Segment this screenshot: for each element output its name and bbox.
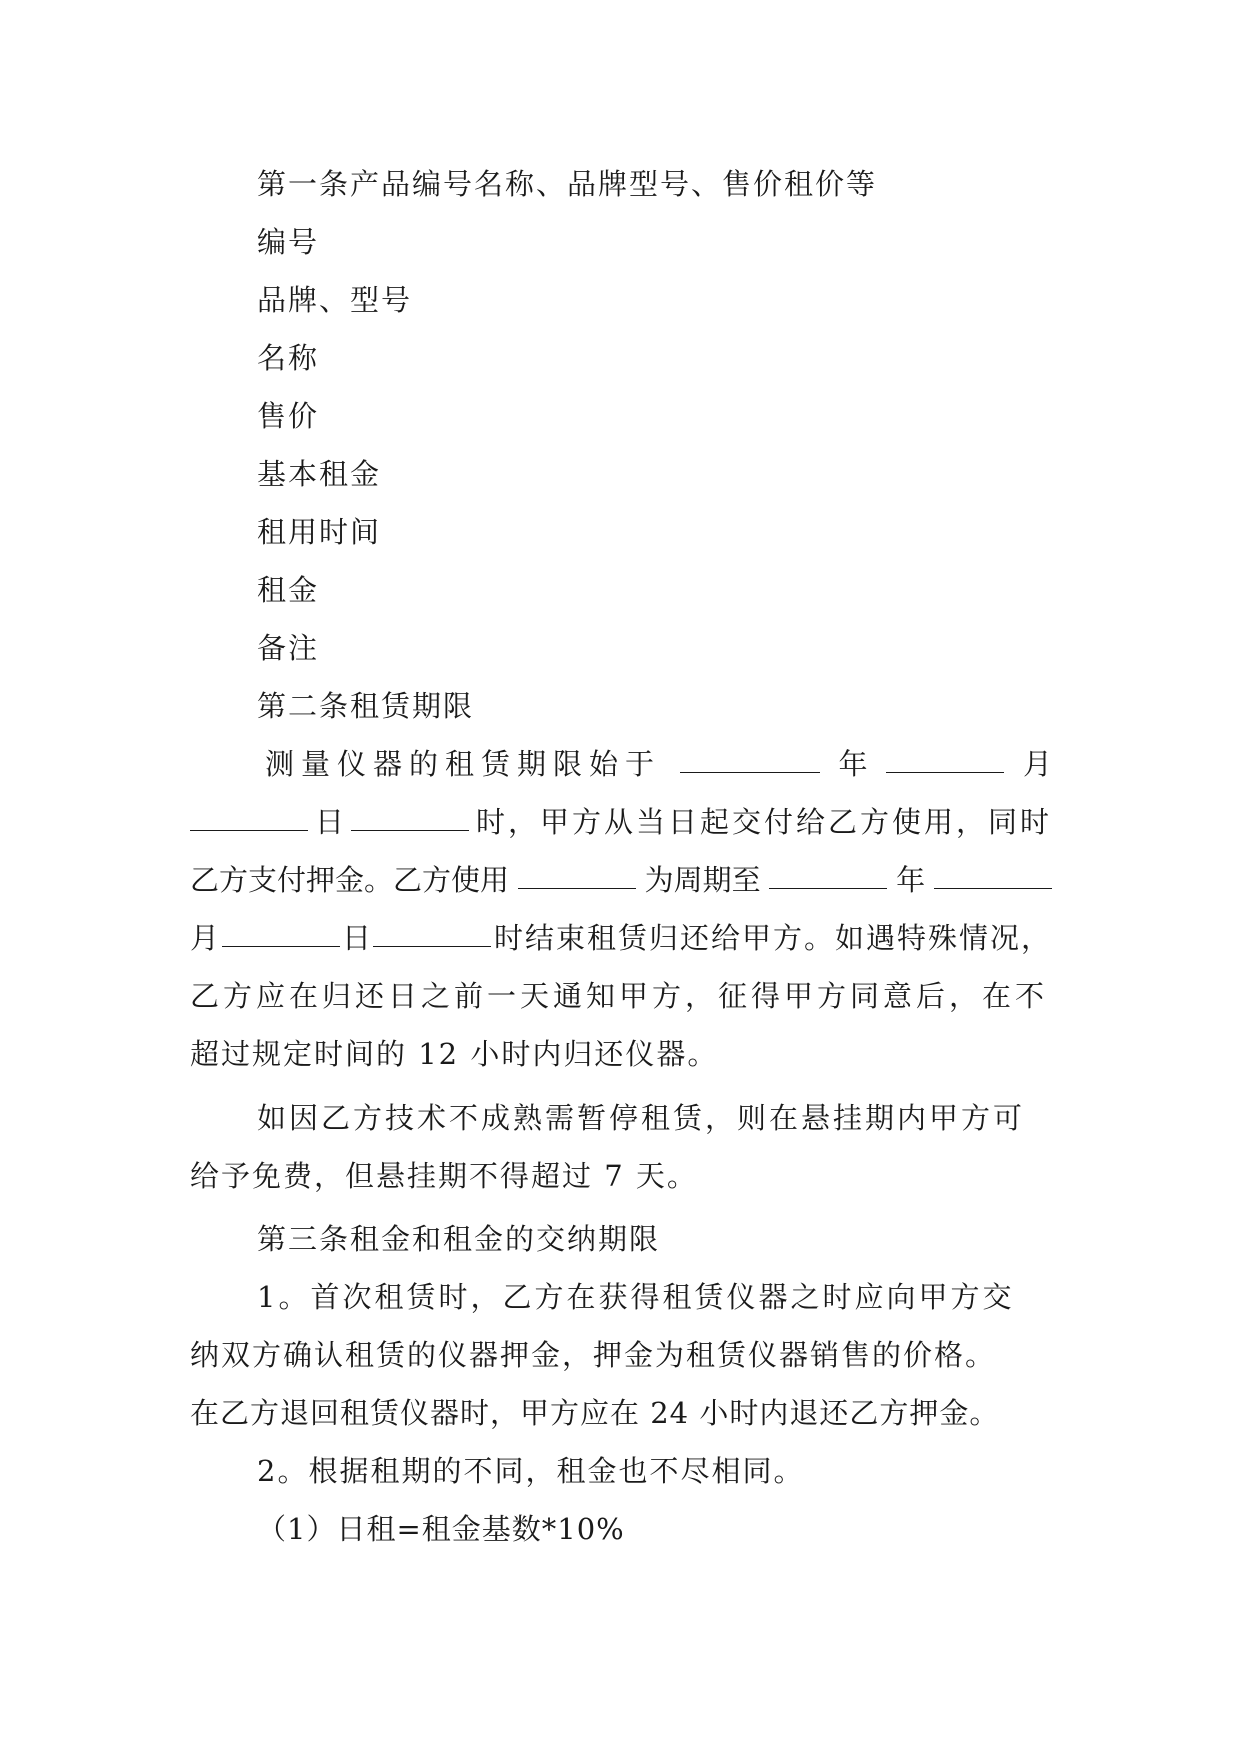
suspension-line-1 bbox=[257, 1098, 1052, 1138]
article2-text: 月 bbox=[1022, 747, 1052, 781]
article3-item1-line-3 bbox=[190, 1393, 1052, 1433]
article2-text: 时，甲方从当日起交付给乙方使用，同时 bbox=[475, 805, 1052, 839]
blank-month bbox=[886, 744, 1004, 773]
field-number: 编号 bbox=[257, 225, 320, 259]
article2-text: 乙方应在归还日之前一天通知甲方，征得甲方同意后，在不 bbox=[190, 979, 1049, 1013]
suspension-text: 如因乙方技术不成熟需暂停租赁，则在悬挂期内甲方可 bbox=[257, 1101, 1026, 1135]
field-name: 名称 bbox=[257, 341, 320, 375]
article2-text: 超过规定时间的 12 小时内归还仪器。 bbox=[190, 1037, 719, 1071]
article2-line-1 bbox=[265, 744, 1052, 784]
article3-item1-line-1 bbox=[257, 1277, 1052, 1317]
article3-text: （1）日租=租金基数*10% bbox=[257, 1512, 625, 1546]
article2-text: 日 bbox=[341, 921, 371, 955]
article2-line-2 bbox=[190, 802, 1052, 842]
article2-text: 测量仪器的租赁期限始于 bbox=[265, 747, 662, 781]
article2-text: 乙方支付押金。乙方使用 bbox=[190, 863, 510, 897]
field-brand-model: 品牌、型号 bbox=[257, 283, 413, 317]
article2-text: 月 bbox=[190, 921, 220, 955]
article2-line-6 bbox=[190, 1034, 1052, 1074]
article2-text: 年 bbox=[896, 863, 926, 897]
blank-end-hour bbox=[373, 918, 491, 947]
article3-text: 1。首次租赁时，乙方在获得租赁仪器之时应向甲方交 bbox=[257, 1280, 1015, 1314]
article3-text: 2。根据租期的不同，租金也不尽相同。 bbox=[257, 1454, 805, 1488]
field-rental-time: 租用时间 bbox=[257, 515, 382, 549]
article2-text: 时结束租赁归还给甲方。如遇特殊情况， bbox=[493, 921, 1052, 955]
article3-item2 bbox=[257, 1451, 1052, 1491]
blank-end-year bbox=[769, 860, 887, 889]
article2-text: 年 bbox=[838, 747, 868, 781]
suspension-text: 给予免费，但悬挂期不得超过 7 天。 bbox=[190, 1159, 698, 1193]
article3-item2-sub1 bbox=[257, 1509, 1052, 1549]
article2-line-5 bbox=[190, 976, 1052, 1016]
article3-text: 纳双方确认租赁的仪器押金，押金为租赁仪器销售的价格。 bbox=[190, 1338, 997, 1372]
article1-heading: 第一条产品编号名称、品牌型号、售价租价等 bbox=[257, 167, 878, 201]
blank-end-day bbox=[222, 918, 340, 947]
suspension-line-2 bbox=[190, 1156, 1052, 1196]
article2-line-4 bbox=[190, 918, 1052, 958]
blank-period bbox=[518, 860, 636, 889]
blank-hour bbox=[351, 802, 469, 831]
article2-heading: 第二条租赁期限 bbox=[257, 689, 475, 723]
article3-item1-line-2 bbox=[190, 1335, 1052, 1375]
article3-text: 在乙方退回租赁仪器时，甲方应在 24 小时内退还乙方押金。 bbox=[190, 1396, 1000, 1430]
article2-line-3 bbox=[190, 860, 1052, 900]
field-remarks: 备注 bbox=[257, 631, 320, 665]
field-sale-price: 售价 bbox=[257, 399, 320, 433]
blank-end-month bbox=[934, 860, 1052, 889]
article2-text: 日 bbox=[314, 805, 344, 839]
field-rent: 租金 bbox=[257, 573, 320, 607]
article2-text: 为周期至 bbox=[644, 863, 761, 897]
field-base-rent: 基本租金 bbox=[257, 457, 382, 491]
article3-heading: 第三条租金和租金的交纳期限 bbox=[257, 1222, 661, 1256]
blank-year bbox=[680, 744, 820, 773]
blank-day bbox=[190, 802, 308, 831]
